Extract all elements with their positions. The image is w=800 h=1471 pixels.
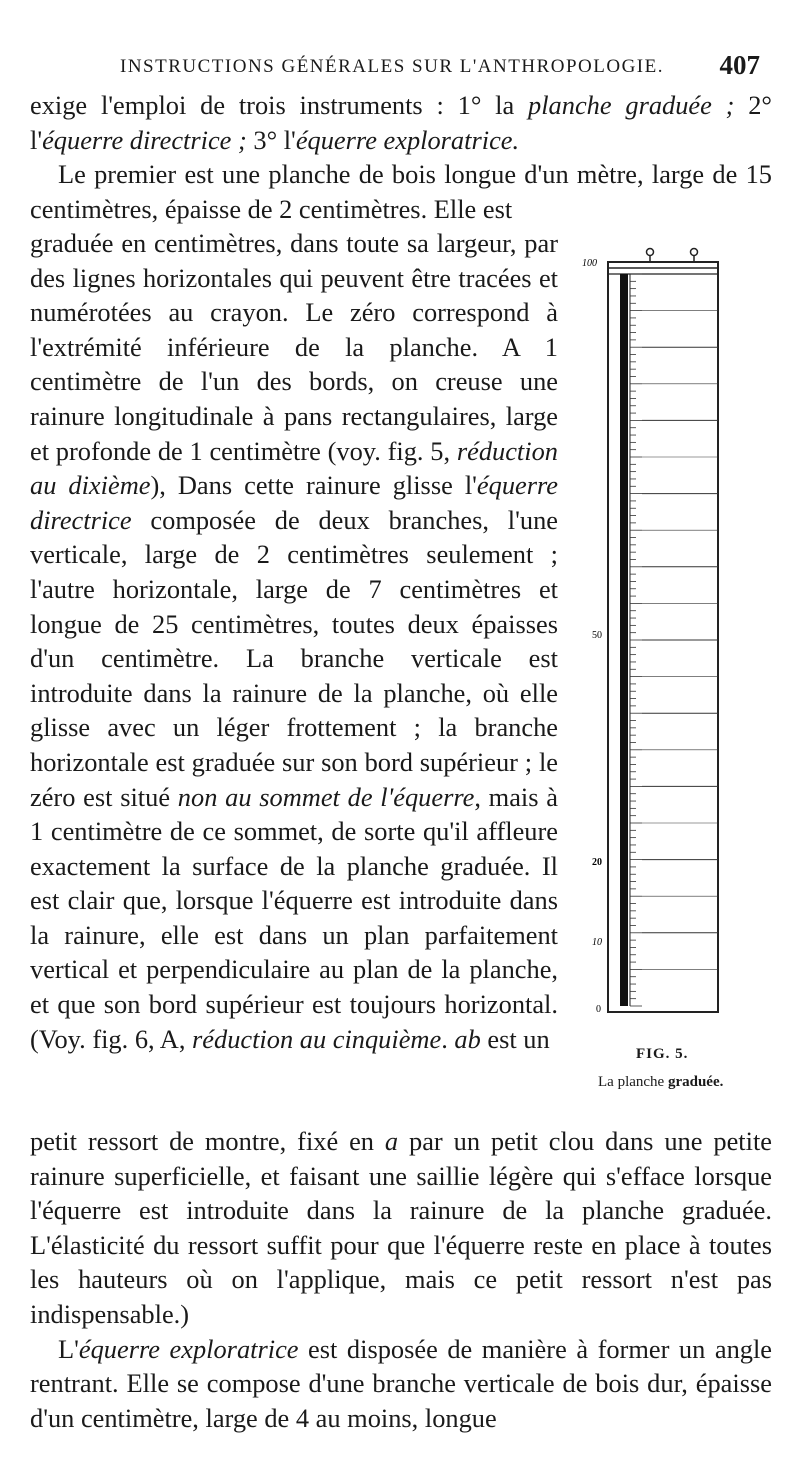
ruler-ticks (630, 274, 642, 1006)
top-pegs (647, 249, 698, 263)
running-title: INSTRUCTIONS GÉNÉRALES SUR L'ANTHROPOLOGIE. (120, 56, 664, 77)
scale-label-50: 50 (592, 630, 602, 641)
scale-label-10: 10 (592, 937, 602, 948)
scale-label-zero: 0 (596, 1004, 601, 1015)
figure-caption-text: La planche graduée. (598, 1074, 724, 1090)
running-header (120, 50, 760, 84)
paragraph-2-column: graduée en centimètres, dans toute sa largeur, par des lignes horizontales qui peuvent être tracées et numérotées au crayon. Le zéro correspond à l'extrémité inférieure de la planche. A 1 centimètre de l'un des bords, on creuse une rainure longitudinale à pans rectangulaires, large et profonde de 1 centimètre (voy. fig. 5, réduction au dixième), Dans cette rainure glisse l'équerre directrice composée de deux branches, l'une verticale, large de 2 centimètres seulement ; l'autre horizontale, large de 7 centimètres et longue de 25 centimètres, toutes deux épaisses d'un centimètre. La branche verticale est introduite dans la rainure de la planche, où elle glisse avec un léger frottement ; la branche horizontale est graduée sur son bord supérieur ; le zéro est situé non au sommet de l'équerre, mais à 1 centimètre de ce sommet, de sorte qu'il affleure exactement la surface de la planche graduée. Il est clair que, lorsque l'équerre est introduite dans la rainure, elle est dans un plan parfaitement vertical et perpendiculaire au plan de la planche, et que son bord supérieur est toujours horizontal. (Voy. fig. 6, A, réduction au cinquième. ab est un (30, 228, 559, 1054)
page-number: 407 (719, 50, 760, 80)
scale-label-20: 20 (592, 857, 602, 868)
paragraph-2-end: petit ressort de montre, fixé en a par un petit clou dans une petite rainure superficielle, et faisant une saillie légère qui s'efface lorsque l'équerre est introduite dans la rainure de la planche graduée. L'élasticité du ressort suffit pour que l'équerre reste en place à toutes les hauteurs où on l'applique, mais ce petit ressort n'est pas indispensable.) (30, 1126, 772, 1329)
paragraph-2-start: Le premier est une planche de bois longue d'un mètre, large de 15 centimètres, épaisse de 2 centimètres. Elle est (30, 159, 772, 224)
scale-label-top: 100 (582, 258, 597, 269)
graduated-board-figure (570, 240, 800, 1100)
text-block-narrow (30, 226, 558, 1056)
paragraph-3: L'équerre exploratrice est disposée de manière à former un angle rentrant. Elle se compose d'une branche verticale de bois dur, épaisse d'un centimètre, large de 4 au moins, longue (30, 1333, 773, 1433)
text-block-top (30, 88, 772, 226)
figure-caption-label: FIG. 5. (636, 1046, 689, 1062)
board-groove (620, 274, 628, 1006)
text-block-bottom (30, 1124, 772, 1435)
paragraph-1: exige l'emploi de trois instruments : 1° la planche graduée ; 2° l'équerre directrice ; 3° l'équerre exploratrice. (30, 90, 772, 155)
